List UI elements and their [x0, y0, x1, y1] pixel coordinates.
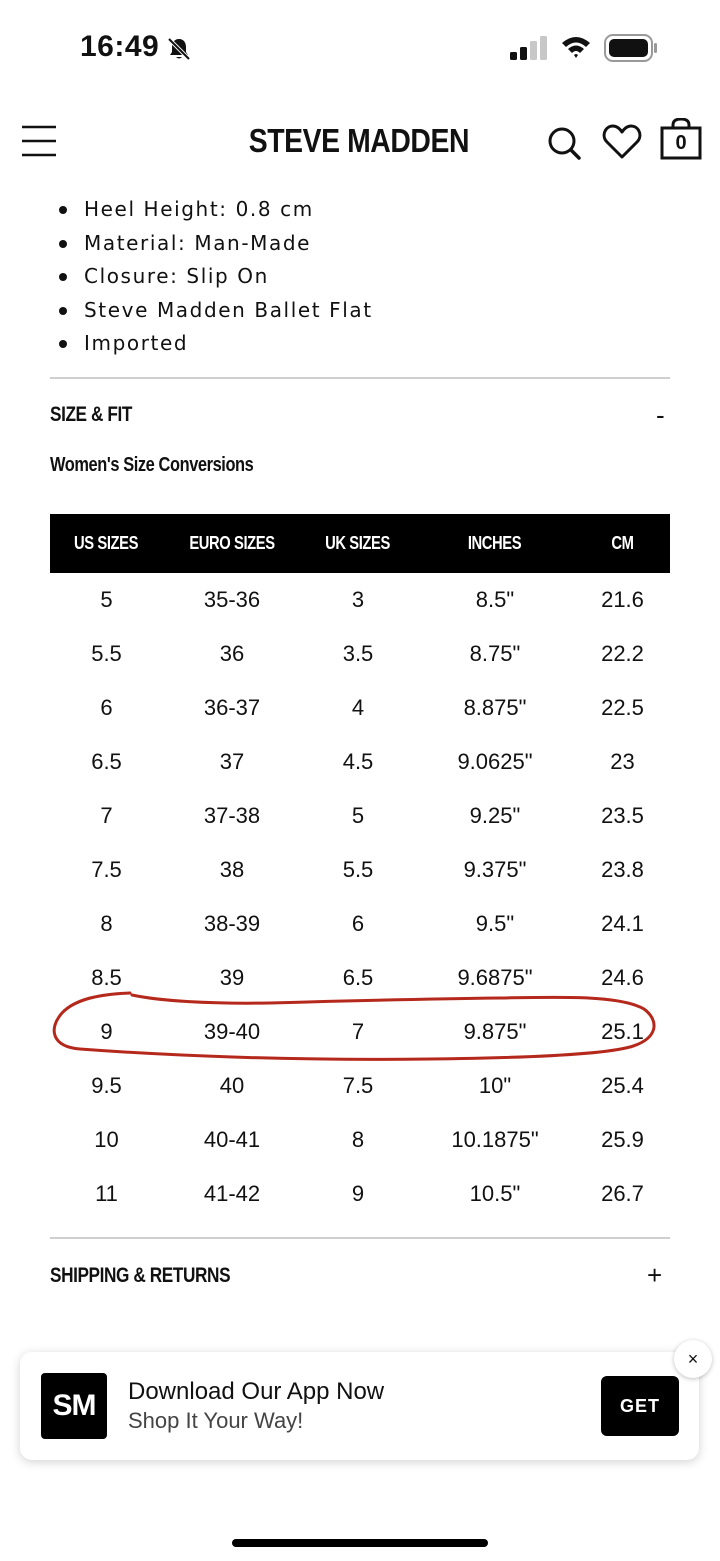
table-cell: 39-40	[203, 1019, 261, 1044]
feature-item: Imported	[56, 330, 373, 364]
table-cell: 37	[219, 749, 245, 774]
home-indicator	[232, 1539, 488, 1547]
table-row	[50, 573, 670, 627]
brand-logo[interactable]: STEVE MADDEN	[248, 122, 470, 159]
table-cell: 9.875"	[463, 1019, 527, 1044]
table-cell: 40-41	[203, 1127, 261, 1152]
table-cell: 8.875"	[463, 695, 527, 720]
search-icon[interactable]	[547, 126, 581, 160]
banner-subtitle: Shop It Your Way!	[128, 1408, 304, 1433]
table-row	[50, 681, 670, 735]
table-row-highlighted	[50, 1005, 670, 1059]
table-cell: 39	[219, 965, 245, 990]
table-cell: 23.8	[601, 857, 644, 882]
column-header	[50, 514, 163, 573]
table-cell: 5.5	[342, 857, 374, 882]
table-row	[50, 627, 670, 681]
feature-item: Steve Madden Ballet Flat	[56, 297, 373, 331]
table-cell: 9	[351, 1181, 365, 1206]
column-header	[575, 514, 670, 573]
table-cell: 40	[219, 1073, 245, 1098]
table-cell: 22.5	[601, 695, 644, 720]
wifi-icon	[560, 34, 592, 60]
column-header-label: US SIZES	[74, 533, 139, 553]
table-cell: 4	[351, 695, 365, 720]
site-header	[0, 100, 720, 184]
shipping-returns-title[interactable]: SHIPPING & RETURNS	[50, 1264, 231, 1287]
column-header-label: UK SIZES	[325, 533, 391, 553]
table-row	[50, 735, 670, 789]
table-cell: 3.5	[342, 641, 374, 666]
get-app-button[interactable]: GET	[601, 1376, 679, 1436]
banner-title: Download Our App Now	[128, 1378, 385, 1405]
signal-icon	[510, 36, 550, 60]
table-cell: 23	[610, 749, 635, 774]
table-cell: 36	[219, 641, 245, 666]
close-banner-button[interactable]: ×	[674, 1340, 712, 1378]
table-cell: 7	[351, 1019, 365, 1044]
bag-count: 0	[675, 132, 687, 154]
table-cell: 41-42	[203, 1181, 261, 1206]
table-cell: 8	[351, 1127, 365, 1152]
table-cell: 24.1	[601, 911, 644, 936]
table-cell: 10.1875"	[451, 1127, 539, 1152]
column-header-label: CM	[611, 533, 634, 553]
table-cell: 7.5	[91, 857, 122, 882]
table-header-row	[50, 514, 670, 573]
table-cell: 8	[100, 911, 113, 936]
table-cell: 10"	[478, 1073, 512, 1098]
battery-icon	[604, 34, 658, 62]
table-cell: 11	[95, 1181, 118, 1206]
table-cell: 8.5"	[475, 587, 515, 612]
divider	[50, 1237, 670, 1239]
status-bar	[0, 0, 720, 100]
table-cell: 25.1	[601, 1019, 644, 1044]
feature-item: Heel Height: 0.8 cm	[56, 196, 373, 230]
table-cell: 3	[351, 587, 365, 612]
status-time: 16:49	[80, 30, 160, 63]
divider	[50, 377, 670, 379]
table-row	[50, 789, 670, 843]
table-cell: 7.5	[342, 1073, 374, 1098]
column-header	[415, 514, 575, 573]
table-cell: 38-39	[203, 911, 261, 936]
table-cell: 36-37	[203, 695, 261, 720]
table-cell: 7	[100, 803, 113, 828]
table-cell: 5.5	[91, 641, 122, 666]
feature-item: Material: Man-Made	[56, 230, 373, 264]
table-cell: 6.5	[342, 965, 374, 990]
table-cell: 10	[94, 1127, 119, 1152]
shipping-expand-toggle[interactable]: +	[647, 1260, 663, 1290]
app-logo: SM	[41, 1373, 107, 1439]
heart-icon[interactable]	[602, 124, 642, 160]
size-conversion-subtitle: Women's Size Conversions	[50, 454, 254, 476]
table-cell: 25.9	[601, 1127, 644, 1152]
column-header	[301, 514, 415, 573]
table-cell: 10.5"	[469, 1181, 521, 1206]
feature-item: Closure: Slip On	[56, 263, 373, 297]
table-row	[50, 1167, 670, 1221]
table-cell: 25.4	[601, 1073, 644, 1098]
table-cell: 9.0625"	[457, 749, 533, 774]
table-cell: 23.5	[601, 803, 644, 828]
table-cell: 35-36	[203, 587, 261, 612]
table-row	[50, 843, 670, 897]
table-cell: 9.6875"	[457, 965, 533, 990]
table-cell: 6	[100, 695, 113, 720]
column-header	[163, 514, 301, 573]
table-row	[50, 951, 670, 1005]
app-download-banner	[20, 1352, 699, 1460]
table-cell: 37-38	[203, 803, 261, 828]
table-cell: 4.5	[342, 749, 374, 774]
bell-slash-icon	[166, 36, 192, 62]
product-features	[56, 196, 373, 364]
table-cell: 6.5	[91, 749, 122, 774]
table-cell: 21.6	[601, 587, 644, 612]
table-cell: 8.5	[91, 965, 122, 990]
table-row	[50, 897, 670, 951]
table-cell: 5	[100, 587, 113, 612]
column-header-label: INCHES	[468, 533, 522, 553]
table-cell: 9	[100, 1019, 113, 1044]
size-fit-collapse-toggle[interactable]: -	[656, 400, 665, 430]
table-cell: 8.75"	[469, 641, 521, 666]
table-cell: 24.6	[601, 965, 644, 990]
table-cell: 9.25"	[469, 803, 521, 828]
table-cell: 22.2	[601, 641, 644, 666]
table-cell: 26.7	[601, 1181, 644, 1206]
table-cell: 38	[219, 857, 245, 882]
table-cell: 5	[351, 803, 365, 828]
table-cell: 9.375"	[463, 857, 527, 882]
table-body	[50, 573, 670, 1221]
table-row	[50, 1113, 670, 1167]
size-fit-title[interactable]: SIZE & FIT	[50, 403, 132, 426]
table-cell: 9.5"	[475, 911, 515, 936]
column-header-label: EURO SIZES	[189, 533, 275, 553]
table-cell: 9.5	[91, 1073, 122, 1098]
table-row	[50, 1059, 670, 1113]
table-cell: 6	[351, 911, 365, 936]
size-conversion-table	[50, 514, 670, 1221]
